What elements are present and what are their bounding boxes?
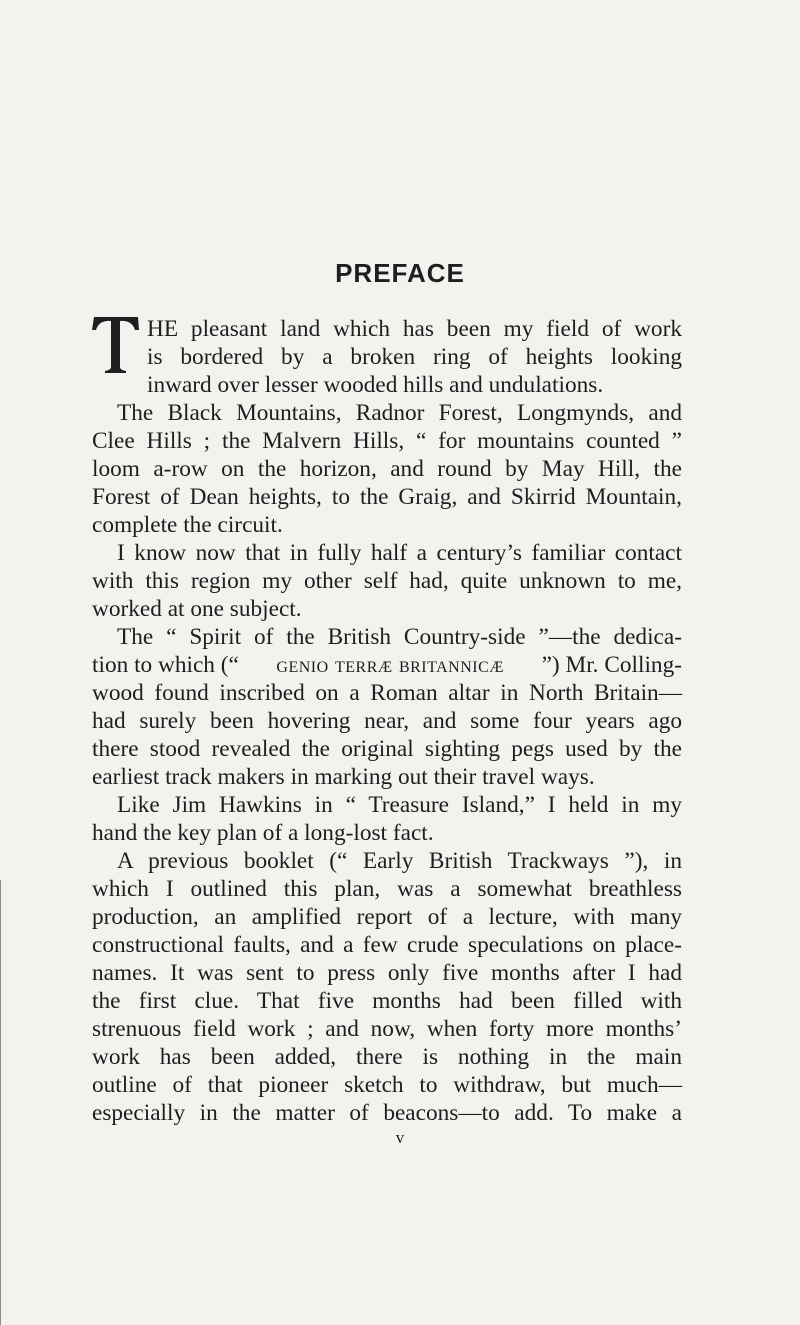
svg-text:T: T — [116, 357, 117, 358]
text-line: The Black Mountains, Radnor Forest, Longmynds, and — [117, 400, 682, 426]
drop-cap — [92, 317, 140, 373]
page-edge-line — [0, 880, 1, 1325]
text-line: especially in the matter of beacons—to add. To make a — [92, 1100, 682, 1126]
text-line: A previous booklet (“ Early British Trackways ”), in — [117, 848, 682, 874]
text-line-mixed — [92, 651, 682, 679]
text-run: tion to which (“ — [92, 652, 239, 678]
text-line: names. It was sent to press only five months after I had — [92, 960, 682, 986]
latin-dedication: genio terræ britannicæ — [276, 652, 505, 678]
text-line: is bordered by a broken ring of heights looking — [147, 344, 682, 370]
text-run: ”) Mr. Colling- — [541, 652, 682, 678]
text-line: Like Jim Hawkins in “ Treasure Island,” I held in my — [117, 792, 682, 818]
text-line: production, an amplified report of a lecture, with many — [92, 904, 682, 930]
text-line: strenuous field work ; and now, when forty more months’ — [92, 1016, 682, 1042]
text-line: HE pleasant land which has been my field of work — [147, 316, 682, 342]
text-line: had surely been hovering near, and some four years ago — [92, 708, 682, 734]
text-line: earliest track makers in marking out their travel ways. — [92, 764, 595, 790]
text-line: Clee Hills ; the Malvern Hills, “ for mountains counted ” — [92, 428, 682, 454]
text-line: Forest of Dean heights, to the Graig, and Skirrid Mountain, — [92, 484, 682, 510]
text-line: there stood revealed the original sighting pegs used by the — [92, 736, 682, 762]
text-line: I know now that in fully half a century’s familiar contact — [117, 540, 682, 566]
text-line: the first clue. That five months had been filled with — [92, 988, 682, 1014]
text-line: worked at one subject. — [92, 596, 302, 622]
text-line: constructional faults, and a few crude speculations on place- — [92, 932, 682, 958]
text-line: work has been added, there is nothing in the main — [92, 1044, 682, 1070]
text-line: loom a-row on the horizon, and round by May Hill, the — [92, 456, 682, 482]
text-line: The “ Spirit of the British Country-side ”—the dedica- — [117, 624, 682, 650]
text-line: inward over lesser wooded hills and undulations. — [147, 372, 604, 398]
text-line: wood found inscribed on a Roman altar in North Britain— — [92, 680, 682, 706]
page-heading: PREFACE — [335, 258, 465, 288]
text-line: outline of that pioneer sketch to withdraw, but much— — [92, 1072, 682, 1098]
text-line: which I outlined this plan, was a somewhat breathless — [92, 876, 682, 902]
page-number: v — [395, 1128, 405, 1147]
text-line: complete the circuit. — [92, 512, 283, 538]
text-line: hand the key plan of a long-lost fact. — [92, 820, 434, 846]
text-line: with this region my other self had, quite unknown to me, — [92, 568, 682, 594]
